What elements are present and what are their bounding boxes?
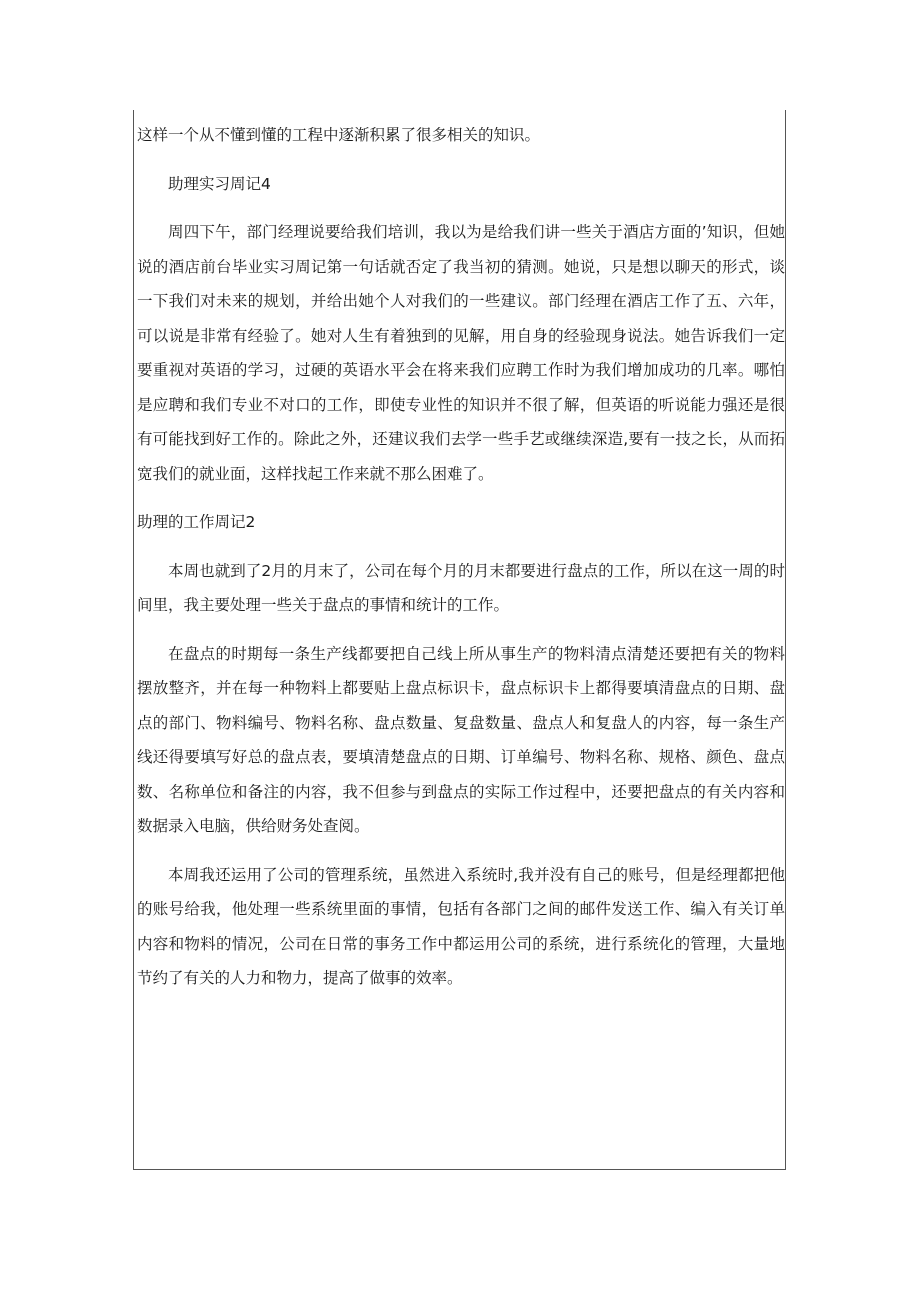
section-heading-intern-diary-4: 助理实习周记4: [168, 174, 271, 193]
paragraph-continuation: 这样一个从不懂到懂的工程中逐渐积累了很多相关的知识。: [137, 126, 541, 144]
paragraph-month-end: 本周也就到了2月的月末了，公司在每个月的月末都要进行盘点的工作，所以在这一周的时间里，我主要处理一些关于盘点的事情和统计的工作。: [137, 561, 785, 614]
section-heading-work-diary-2: 助理的工作周记2: [137, 513, 256, 531]
paragraph-management-system: 本周我还运用了公司的管理系统，虽然进入系统时,我并没有自己的账号，但是经理都把他的账号给我，他处理一些系统里面的事情，包括有各部门之间的邮件发送工作、编入有关订单内容和物料的情况，公司在日常的事务工作中都运用公司的系统，进行系统化的管理，大量地节约了有关的人力和物力，提高了做事的效率。: [137, 865, 785, 987]
paragraph-inventory: 在盘点的时期每一条生产线都要把自己线上所从事生产的物料清点清楚还要把有关的物料摆放整齐，并在每一种物料上都要贴上盘点标识卡，盘点标识卡上都得要填清盘点的日期、盘点的部门、物料编号、物料名称、盘点数量、复盘数量、盘点人和复盘人的内容，每一条生产线还得要填写好总的盘点表，要填清楚盘点的日期、订单编号、物料名称、规格、颜色、盘点数、名称单位和备注的内容，我不但参与到盘点的实际工作过程中，还要把盘点的有关内容和数据录入电脑，供给财务处查阅。: [137, 644, 785, 835]
document-body: [137, 118, 785, 996]
paragraph-training: 周四下午，部门经理说要给我们培训，我以为是给我们讲一些关于酒店方面的’知识，但她说的酒店前台毕业实习周记第一句话就否定了我当初的猜测。她说，只是想以聊天的形式，谈一下我们对未来的规划，并给出她个人对我们的一些建议。部门经理在酒店工作了五、六年，可以说是非常有经验了。她对人生有着独到的见解，用自身的经验现身说法。她告诉我们一定要重视对英语的学习，过硬的英语水平会在将来我们应聘工作时为我们增加成功的几率。哪怕是应聘和我们专业不对口的工作，即使专业性的知识并不很了解，但英语的听说能力强还是很有可能找到好工作的。除此之外，还建议我们去学一些手艺或继续深造,要有一技之长，从而拓宽我们的就业面，这样找起工作来就不那么困难了。: [137, 223, 785, 483]
